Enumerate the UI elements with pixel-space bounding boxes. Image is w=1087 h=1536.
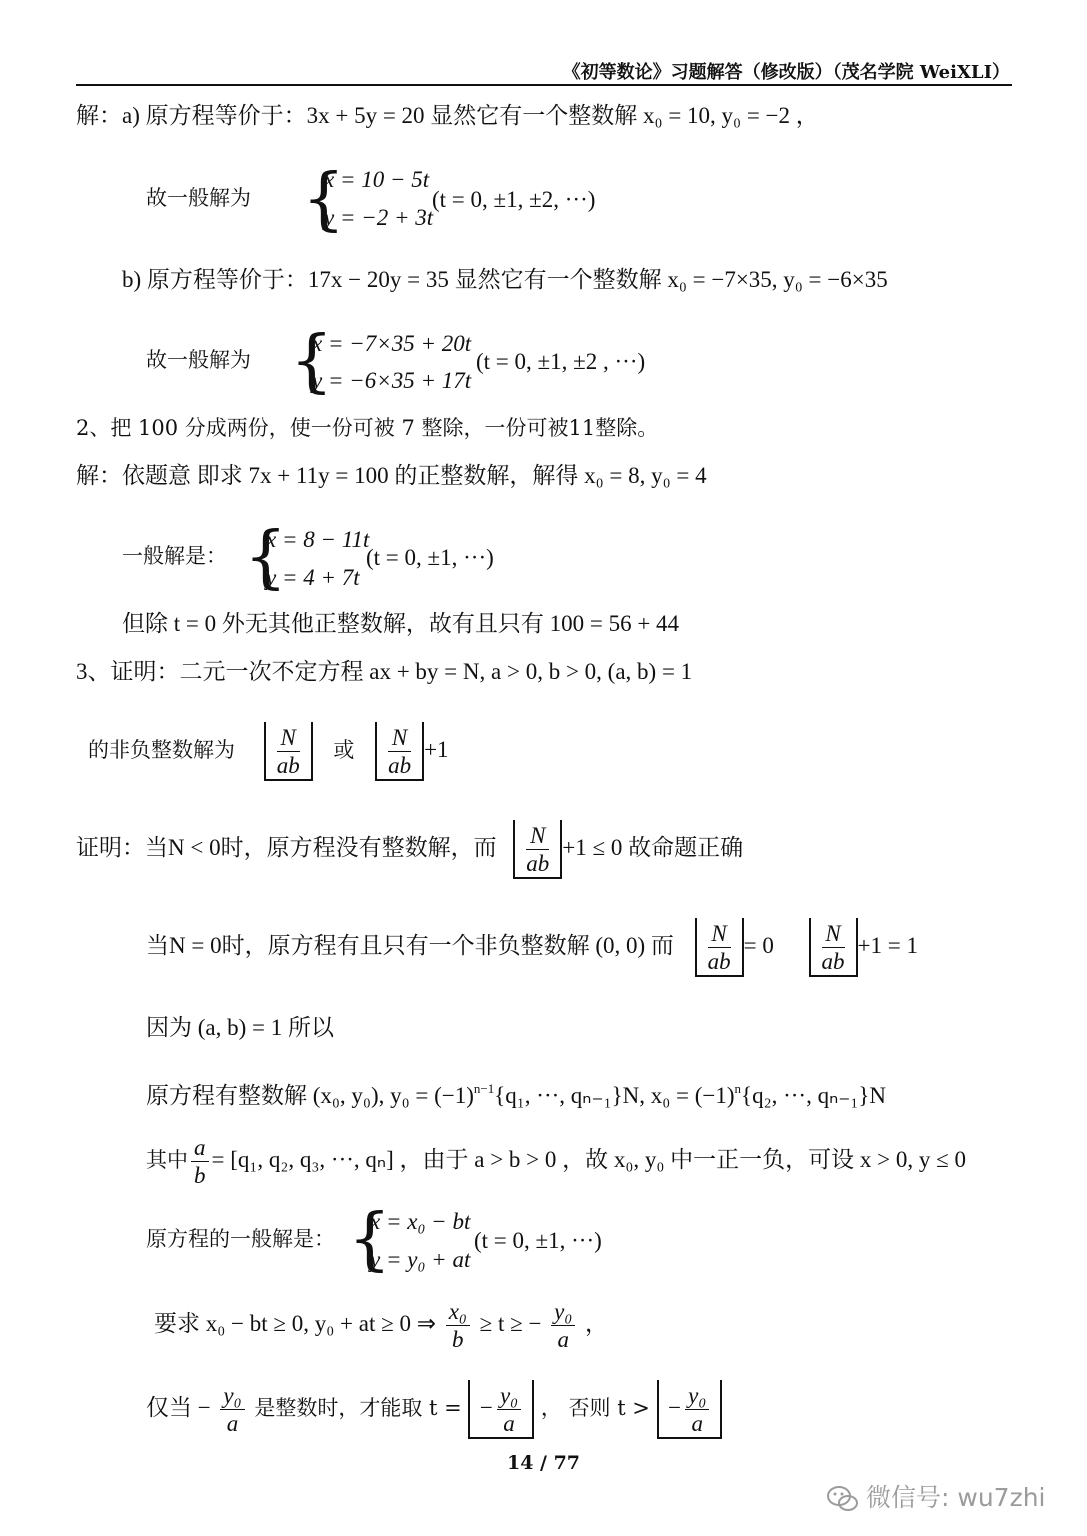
floor-bracket: $\frac{N}{ab}$ <box>375 722 424 781</box>
system-brace: { <box>302 160 346 239</box>
continued-fraction-statement: 其中 $\frac{a}{b}$ = [q₁, q₂, q₃, ···, qₙ] ，由于 a > b > 0 ，故 x₀, y₀ 中一正一负，可设 x > 0, y ≤ 0 <box>146 1135 967 1188</box>
integer-condition: 仅当 − $\frac{\text{y₀}}{a}$ 是整数时，才能取 t = − $\frac{\text{y₀}}{a}$ ， 否则 t > − $\frac{\text{y₀}}{a}$ <box>146 1380 722 1439</box>
proof-case-negative: 证明：当N < 0时，原方程没有整数解，而 $\frac{N}{ab}$ +1 ≤ 0 故命题正确 <box>76 820 743 879</box>
system-brace: { <box>244 518 288 597</box>
floor-bracket: $\frac{N}{ab}$ <box>264 722 313 781</box>
general-solution-a-label: 故一般解为 <box>146 186 251 210</box>
proof-case-zero: 当N = 0时，原方程有且只有一个非负整数解 (0, 0) 而 $\frac{N}{ab}$ = 0 $\frac{N}{ab}$ +1 = 1 <box>146 918 918 977</box>
header-rule <box>76 84 1012 86</box>
parameter-range: (t = 0, ±1, ···) <box>474 1228 602 1253</box>
floor-bracket: − $\frac{\text{y₀}}{a}$ <box>657 1380 723 1439</box>
watermark: 微信号: wu7zhi <box>826 1478 1045 1514</box>
floor-bracket: $\frac{N}{ab}$ <box>809 918 858 977</box>
gcd-statement: 因为 (a, b) = 1 所以 <box>146 1015 334 1040</box>
equation-bottom: y = −6×35 + 17t <box>312 368 472 393</box>
wechat-icon <box>826 1484 860 1514</box>
problem-3: 3、证明：二元一次不定方程 ax + by = N, a > 0, b > 0, (a, b) = 1 <box>76 659 693 684</box>
floor-bracket: − $\frac{\text{y₀}}{a}$ <box>468 1380 534 1439</box>
system-brace: { <box>348 1200 392 1279</box>
problem-2-solution: 解：依题意 即求 7x + 11y = 100 的正整数解，解得 x₀ = 8, y₀ = 4 <box>76 463 707 488</box>
general-solution-2-label: 一般解是： <box>122 544 227 568</box>
floor-bracket: $\frac{N}{ab}$ <box>695 918 744 977</box>
equation-bottom: y = y₀ + at <box>370 1247 471 1272</box>
general-solution-3-label: 原方程的一般解是： <box>146 1227 335 1251</box>
equation-top: x = x₀ − bt <box>370 1209 471 1234</box>
equation-bottom: y = 4 + 7t <box>266 565 360 590</box>
integer-solution-statement: 原方程有整数解 (x₀, y₀), $y_0 = (-1)^{n-1}\{q_1$, ···, qₙ₋₁}N, $x_0 = (-1)^n\{q_2$, ···, qₙ₋₁}N <box>146 1081 887 1108</box>
problem-3-claim: 的非负整数解为 $\frac{N}{ab}$ 或 $\frac{N}{ab}$ +1 <box>88 722 449 781</box>
problem-2: 2、把 100 分成两份，使一份可被 7 整除，一份可被11整除。 <box>76 416 659 440</box>
nonneg-requirement: 要求 x₀ − bt ≥ 0, y₀ + at ≥ 0 ⇒ $\frac{\text{x₀}}{b}$ ≥ t ≥ − $\frac{\text{y₀}}{a}$ ， <box>154 1299 609 1352</box>
system-brace: { <box>290 322 334 401</box>
general-solution-b-label: 故一般解为 <box>146 348 251 372</box>
parameter-range: (t = 0, ±1, ±2, ···) <box>432 187 596 212</box>
equation-bottom: y = −2 + 3t <box>324 205 434 230</box>
equation-top: x = 10 − 5t <box>324 167 430 192</box>
parameter-range: (t = 0, ±1, ···) <box>366 545 494 570</box>
page-number: 14 / 77 <box>506 1452 581 1474</box>
parameter-range: (t = 0, ±1, ±2 , ···) <box>476 349 646 374</box>
solution-b-line: b) 原方程等价于：17x − 20y = 35 显然它有一个整数解 x₀ = −7×35, y₀ = −6×35 <box>122 267 888 292</box>
floor-bracket: $\frac{N}{ab}$ <box>513 820 562 879</box>
positive-solution-conclusion: 但除 t = 0 外无其他正整数解，故有且只有 100 = 56 + 44 <box>122 611 680 636</box>
equation-top: x = −7×35 + 20t <box>312 331 472 356</box>
page-header: 《初等数论》习题解答（修改版）（茂名学院 WeiXLI） <box>562 62 1010 83</box>
equation-top: x = 8 − 11t <box>266 527 370 552</box>
solution-a-line: 解：a) 原方程等价于：3x + 5y = 20 显然它有一个整数解 x₀ = 10, y₀ = −2 ， <box>76 103 819 128</box>
